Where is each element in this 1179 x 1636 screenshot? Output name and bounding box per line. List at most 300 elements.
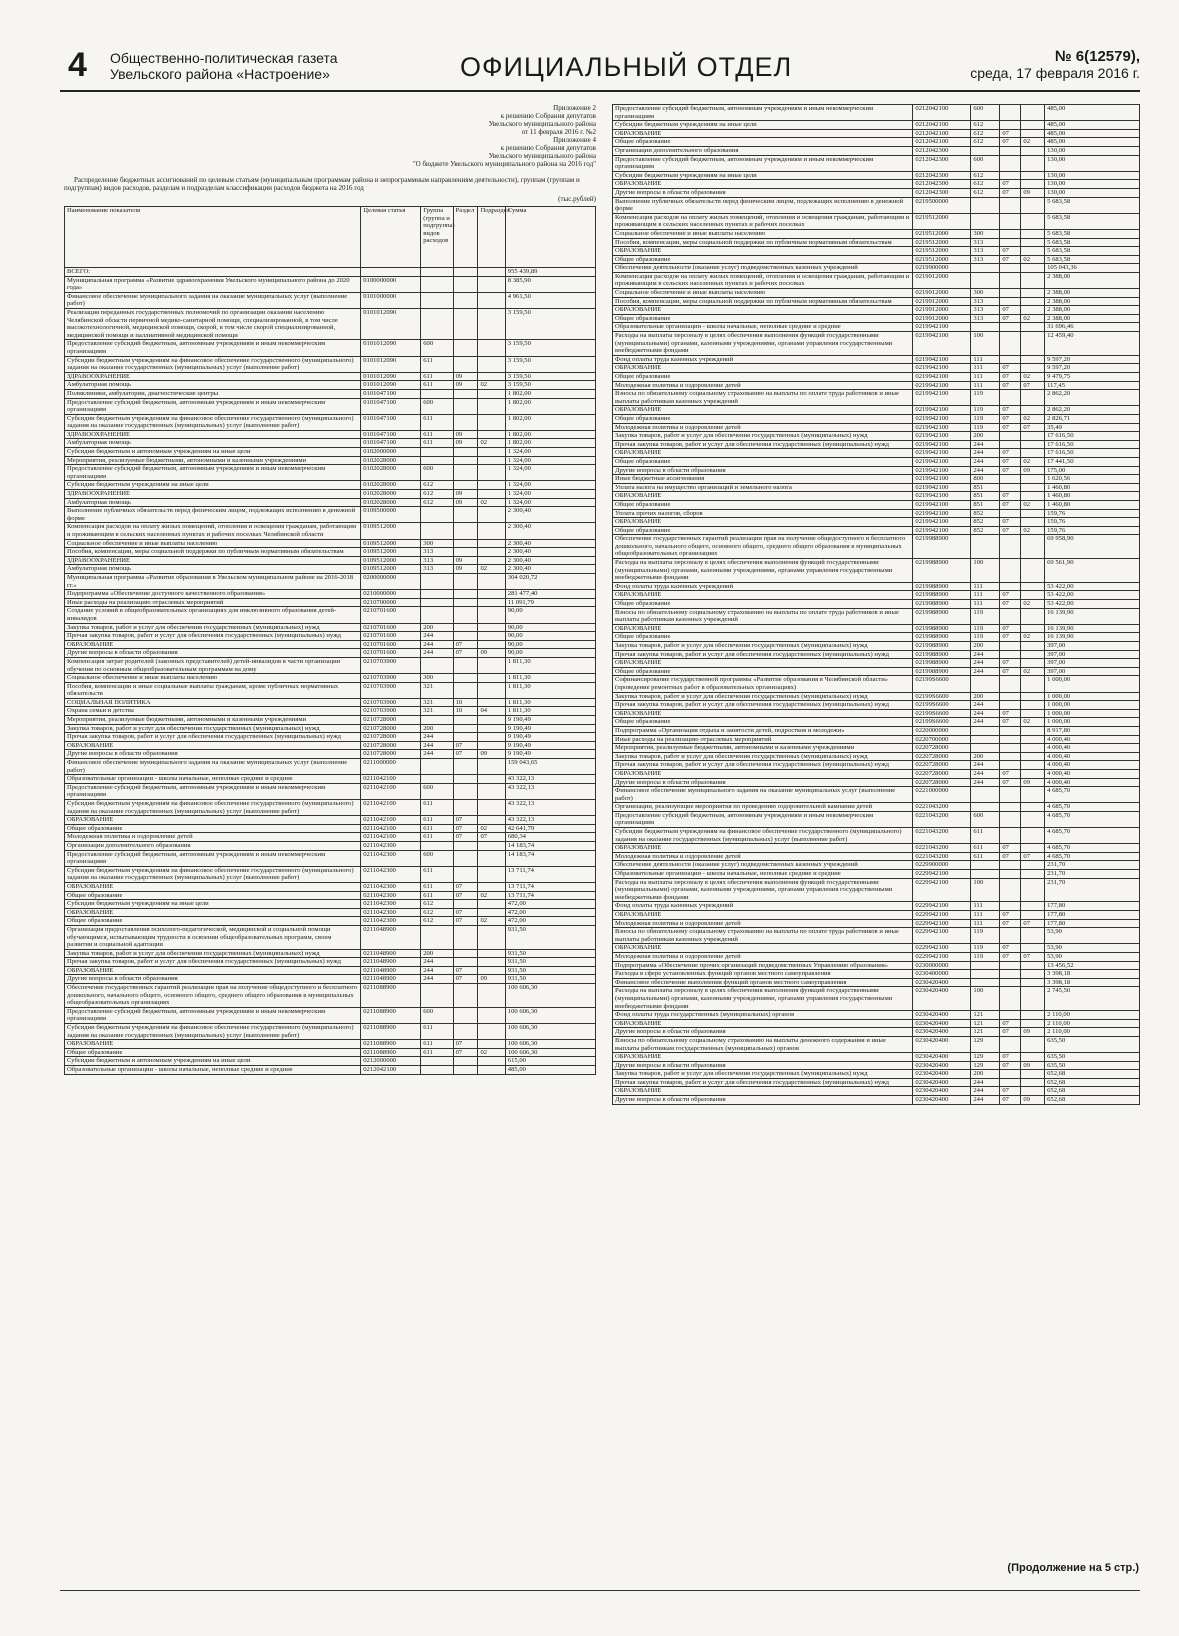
row-sum: 652,68 bbox=[1045, 1070, 1140, 1079]
row-expense-group bbox=[421, 841, 453, 850]
table-row bbox=[613, 961, 1140, 970]
row-expense-group: 111 bbox=[971, 911, 1000, 920]
row-expense-group bbox=[421, 308, 453, 339]
row-target-code: 0212042100 bbox=[361, 1066, 421, 1075]
row-expense-group: 111 bbox=[971, 373, 1000, 382]
row-sum: 1 620,56 bbox=[1045, 475, 1140, 484]
table-row bbox=[613, 709, 1140, 718]
row-subsection: 04 bbox=[478, 707, 505, 716]
row-subsection bbox=[1021, 944, 1045, 953]
row-section: 07 bbox=[1000, 591, 1021, 600]
issue-date: среда, 17 февраля 2016 г. bbox=[970, 65, 1140, 81]
row-subsection bbox=[478, 984, 505, 1008]
newspaper-name bbox=[110, 50, 338, 82]
row-subsection: 02 bbox=[1021, 457, 1045, 466]
row-section: 09 bbox=[453, 490, 478, 499]
row-section bbox=[453, 598, 478, 607]
table-row bbox=[613, 272, 1140, 288]
row-expense-group: 244 bbox=[421, 975, 453, 984]
row-subsection bbox=[1021, 787, 1045, 803]
col-header-target: Целевая статья bbox=[361, 207, 421, 268]
row-subsection: 02 bbox=[478, 565, 505, 574]
table-row bbox=[613, 466, 1140, 475]
row-sum: 2 388,00 bbox=[1045, 297, 1140, 306]
row-expense-group: 611 bbox=[971, 828, 1000, 844]
row-sum: 9 190,49 bbox=[505, 741, 595, 750]
row-name: Субсидии бюджетным и автономным учреждениям на иные цели bbox=[65, 448, 361, 457]
row-target-code: 0210703900 bbox=[361, 707, 421, 716]
table-row bbox=[613, 952, 1140, 961]
row-subsection: 02 bbox=[1021, 667, 1045, 676]
row-sum: 2 388,00 bbox=[1045, 314, 1140, 323]
row-section bbox=[453, 925, 478, 949]
row-name: Молодежная политика и оздоровление детей bbox=[613, 381, 913, 390]
row-sum: 2 388,00 bbox=[1045, 289, 1140, 298]
row-name: Охрана семьи и детства bbox=[65, 707, 361, 716]
row-expense-group bbox=[421, 775, 453, 784]
row-expense-group: 611 bbox=[421, 800, 453, 816]
row-sum: 105 043,36 bbox=[1045, 264, 1140, 273]
row-section: 07 bbox=[453, 824, 478, 833]
row-sum: 931,50 bbox=[505, 949, 595, 958]
row-subsection: 02 bbox=[478, 381, 505, 390]
row-expense-group bbox=[421, 984, 453, 1008]
footer-rule bbox=[60, 1590, 1140, 1591]
row-target-code: 0219500000 bbox=[913, 197, 971, 213]
row-expense-group: 600 bbox=[971, 811, 1000, 827]
row-section: 07 bbox=[1000, 306, 1021, 315]
row-subsection bbox=[1021, 213, 1045, 229]
row-section: 07 bbox=[1000, 1096, 1021, 1105]
row-section bbox=[453, 800, 478, 816]
row-expense-group: 851 bbox=[971, 492, 1000, 501]
row-sum: 9 190,49 bbox=[505, 716, 595, 725]
row-subsection bbox=[1021, 961, 1045, 970]
row-sum: 304 020,72 bbox=[505, 573, 595, 589]
row-subsection bbox=[478, 276, 505, 292]
row-sum: 1 802,00 bbox=[505, 414, 595, 430]
row-target-code: 0101012090 bbox=[361, 381, 421, 390]
row-expense-group: 300 bbox=[971, 289, 1000, 298]
row-sum: 53,90 bbox=[1045, 928, 1140, 944]
issue-info bbox=[970, 48, 1140, 82]
row-section bbox=[1000, 105, 1021, 121]
row-expense-group: 244 bbox=[971, 466, 1000, 475]
row-expense-group: 119 bbox=[971, 608, 1000, 624]
table-row bbox=[613, 390, 1140, 406]
row-section bbox=[1000, 928, 1021, 944]
row-section: 07 bbox=[1000, 180, 1021, 189]
row-name: Компенсация затрат родителей (законных представителей) детей-инвалидов в части организации обучения по основным общеобразовательным программам на дому bbox=[65, 657, 361, 673]
row-target-code: 0211000000 bbox=[361, 759, 421, 775]
row-name: Общее образование bbox=[613, 600, 913, 609]
row-section: 07 bbox=[453, 882, 478, 891]
row-sum: 43 322,13 bbox=[505, 800, 595, 816]
row-target-code: 0212042300 bbox=[913, 146, 971, 155]
row-sum: 177,80 bbox=[1045, 902, 1140, 911]
row-sum: 130,00 bbox=[1045, 146, 1140, 155]
row-expense-group: 244 bbox=[971, 449, 1000, 458]
row-expense-group: 244 bbox=[971, 1087, 1000, 1096]
table-row bbox=[613, 526, 1140, 535]
row-sum: 90,00 bbox=[505, 640, 595, 649]
row-expense-group: 119 bbox=[971, 952, 1000, 961]
row-expense-group: 611 bbox=[421, 824, 453, 833]
row-name: Фонд оплаты труда казенных учреждений bbox=[613, 582, 913, 591]
row-section bbox=[1000, 676, 1021, 692]
row-section bbox=[453, 539, 478, 548]
row-name: Уплата прочих налогов, сборов bbox=[613, 509, 913, 518]
row-target-code: 0211048900 bbox=[361, 966, 421, 975]
row-subsection bbox=[1021, 844, 1045, 853]
row-sum: 12 459,40 bbox=[1045, 332, 1140, 356]
row-target-code: 0211088900 bbox=[361, 1048, 421, 1057]
row-sum: 931,50 bbox=[505, 958, 595, 967]
row-target-code: 0219912000 bbox=[913, 306, 971, 315]
row-target-code: 0212042300 bbox=[913, 180, 971, 189]
row-name: Молодежная политика и оздоровление детей bbox=[613, 952, 913, 961]
row-expense-group: 244 bbox=[971, 701, 1000, 710]
row-subsection bbox=[478, 908, 505, 917]
table-row bbox=[613, 247, 1140, 256]
row-subsection bbox=[1021, 1019, 1045, 1028]
row-expense-group: 313 bbox=[971, 238, 1000, 247]
row-section bbox=[1000, 146, 1021, 155]
row-expense-group: 300 bbox=[971, 229, 1000, 238]
row-target-code: 0219942100 bbox=[913, 323, 971, 332]
table-row bbox=[613, 381, 1140, 390]
table-row bbox=[613, 718, 1140, 727]
page-number: 4 bbox=[68, 46, 87, 84]
row-sum: 90,00 bbox=[505, 649, 595, 658]
row-subsection bbox=[1021, 735, 1045, 744]
row-name: ОБРАЗОВАНИЕ bbox=[613, 709, 913, 718]
row-section bbox=[1000, 440, 1021, 449]
table-row bbox=[613, 535, 1140, 559]
table-row bbox=[65, 707, 596, 716]
row-target-code: 0211088900 bbox=[361, 1007, 421, 1023]
row-section bbox=[453, 682, 478, 698]
table-row bbox=[65, 465, 596, 481]
row-target-code: 0219942100 bbox=[913, 406, 971, 415]
row-subsection bbox=[478, 866, 505, 882]
row-subsection bbox=[478, 1066, 505, 1075]
row-sum: 100 606,30 bbox=[505, 1048, 595, 1057]
row-target-code: 0219988900 bbox=[913, 659, 971, 668]
row-name: Общее образование bbox=[613, 255, 913, 264]
table-row bbox=[65, 1007, 596, 1023]
row-expense-group bbox=[421, 456, 453, 465]
row-name: ОБРАЗОВАНИЕ bbox=[613, 1019, 913, 1028]
row-section bbox=[1000, 323, 1021, 332]
table-row bbox=[613, 811, 1140, 827]
table-row bbox=[65, 741, 596, 750]
row-name: Образовательные организации - школы начальные, неполные средние и средние bbox=[65, 1066, 361, 1075]
row-subsection bbox=[1021, 659, 1045, 668]
row-sum: 9 597,20 bbox=[1045, 364, 1140, 373]
row-section bbox=[1000, 582, 1021, 591]
row-expense-group: 611 bbox=[421, 372, 453, 381]
row-sum: 4 685,70 bbox=[1045, 852, 1140, 861]
row-expense-group bbox=[421, 1057, 453, 1066]
row-name: Создание условий в общеобразовательных организациях для инклюзивного образования детей-инвалидов bbox=[65, 607, 361, 623]
row-target-code: 0210703900 bbox=[361, 698, 421, 707]
row-section: 07 bbox=[1000, 500, 1021, 509]
row-name: Прочая закупка товаров, работ и услуг для обеспечения государственных (муниципальных) нужд bbox=[65, 632, 361, 641]
row-expense-group bbox=[421, 759, 453, 775]
row-section: 07 bbox=[453, 908, 478, 917]
row-name: Обеспечение государственных гарантий реализации прав на получение общедоступного и бесплатного дошкольного, начального общего, основного общего, среднего общего образования в муниципальных общеобразовательных организациях bbox=[613, 535, 913, 559]
row-sum: 397,00 bbox=[1045, 667, 1140, 676]
row-subsection bbox=[478, 698, 505, 707]
row-subsection bbox=[478, 590, 505, 599]
row-sum: 4 000,40 bbox=[1045, 769, 1140, 778]
row-sum: 231,70 bbox=[1045, 870, 1140, 879]
row-expense-group: 244 bbox=[971, 650, 1000, 659]
row-sum: 159,76 bbox=[1045, 518, 1140, 527]
row-sum: 3 159,50 bbox=[505, 381, 595, 390]
row-section bbox=[453, 657, 478, 673]
row-section: 07 bbox=[453, 975, 478, 984]
table-row bbox=[65, 556, 596, 565]
row-expense-group: 313 bbox=[971, 306, 1000, 315]
row-subsection: 02 bbox=[478, 1048, 505, 1057]
row-sum: 13 456,52 bbox=[1045, 961, 1140, 970]
issue-number: № 6(12579), bbox=[1054, 48, 1140, 65]
row-target-code: 0219512000 bbox=[913, 213, 971, 229]
table-row bbox=[65, 750, 596, 759]
row-target-code: 0229942100 bbox=[913, 919, 971, 928]
row-expense-group: 611 bbox=[421, 833, 453, 842]
row-name: Общее образование bbox=[65, 891, 361, 900]
row-name: Закупка товаров, работ и услуг для обеспечения государственных (муниципальных) нужд bbox=[613, 1070, 913, 1079]
row-sum: 2 862,20 bbox=[1045, 390, 1140, 406]
table-row bbox=[65, 623, 596, 632]
section-title: ОФИЦИАЛЬНЫЙ ОТДЕЛ bbox=[460, 52, 793, 82]
table-row bbox=[613, 509, 1140, 518]
table-row bbox=[65, 816, 596, 825]
table-row bbox=[65, 1048, 596, 1057]
row-sum: 5 683,58 bbox=[1045, 213, 1140, 229]
row-expense-group: 851 bbox=[971, 483, 1000, 492]
row-section bbox=[453, 276, 478, 292]
row-name: Прочая закупка товаров, работ и услуг для обеспечения государственных (муниципальных) нужд bbox=[613, 440, 913, 449]
row-expense-group: 612 bbox=[421, 498, 453, 507]
row-section: 07 bbox=[1000, 852, 1021, 861]
row-expense-group: 244 bbox=[971, 667, 1000, 676]
row-section bbox=[1000, 878, 1021, 902]
row-sum: 90,00 bbox=[505, 632, 595, 641]
row-subsection bbox=[478, 900, 505, 909]
row-sum: 472,00 bbox=[505, 908, 595, 917]
row-subsection bbox=[1021, 744, 1045, 753]
table-row bbox=[613, 902, 1140, 911]
table-row bbox=[65, 414, 596, 430]
row-target-code: 0109500000 bbox=[361, 507, 421, 523]
row-section: 09 bbox=[453, 430, 478, 439]
row-name: Субсидии бюджетным учреждениям на иные цели bbox=[613, 171, 913, 180]
row-name: ОБРАЗОВАНИЕ bbox=[65, 640, 361, 649]
row-subsection bbox=[478, 958, 505, 967]
row-sum: 53,90 bbox=[1045, 952, 1140, 961]
row-sum: 1 460,80 bbox=[1045, 483, 1140, 492]
row-section: 07 bbox=[1000, 1087, 1021, 1096]
table-intro: Распределение бюджетных ассигнований по целевым статьям (муниципальным программам района и непрограммным направлениям деятельности), группам (группам и подгруппам) видов расходов, разделам и подразделам классификации расходов бюджета на 2016 год bbox=[64, 176, 580, 193]
row-target-code: 02199S6600 bbox=[913, 676, 971, 692]
table-row bbox=[613, 944, 1140, 953]
row-target-code: 0211042300 bbox=[361, 841, 421, 850]
table-row bbox=[613, 861, 1140, 870]
row-expense-group: 100 bbox=[971, 987, 1000, 1011]
row-target-code: 0109512000 bbox=[361, 539, 421, 548]
row-target-code: 0101047100 bbox=[361, 398, 421, 414]
row-section: 09 bbox=[453, 556, 478, 565]
row-name: Подпрограмма «Обеспечение доступного качественного образования» bbox=[65, 590, 361, 599]
table-row bbox=[613, 1061, 1140, 1070]
row-target-code: 0109512000 bbox=[361, 565, 421, 574]
row-section: 07 bbox=[1000, 457, 1021, 466]
table-row bbox=[65, 590, 596, 599]
row-subsection: 09 bbox=[1021, 1096, 1045, 1105]
row-name: ОБРАЗОВАНИЕ bbox=[613, 406, 913, 415]
row-expense-group bbox=[421, 389, 453, 398]
row-target-code: 0220000000 bbox=[913, 726, 971, 735]
table-row bbox=[65, 759, 596, 775]
row-subsection: 09 bbox=[1021, 778, 1045, 787]
table-row bbox=[65, 966, 596, 975]
row-subsection bbox=[1021, 642, 1045, 651]
right-column bbox=[612, 104, 1140, 1105]
row-section: 07 bbox=[1000, 406, 1021, 415]
row-section bbox=[453, 1007, 478, 1023]
row-subsection bbox=[1021, 332, 1045, 356]
row-target-code: 0210000000 bbox=[361, 590, 421, 599]
row-name: ОБРАЗОВАНИЕ bbox=[613, 844, 913, 853]
row-section: 07 bbox=[1000, 255, 1021, 264]
row-section: 07 bbox=[1000, 381, 1021, 390]
row-expense-group bbox=[421, 292, 453, 308]
table-row bbox=[613, 1036, 1140, 1052]
row-section bbox=[1000, 811, 1021, 827]
row-sum: 9 190,49 bbox=[505, 750, 595, 759]
row-subsection: 02 bbox=[1021, 633, 1045, 642]
table-row bbox=[613, 197, 1140, 213]
row-expense-group: 100 bbox=[971, 559, 1000, 583]
row-expense-group: 200 bbox=[971, 642, 1000, 651]
table-row bbox=[613, 828, 1140, 844]
row-section bbox=[453, 1024, 478, 1040]
row-subsection bbox=[1021, 608, 1045, 624]
row-sum: 1 811,30 bbox=[505, 682, 595, 698]
row-section bbox=[1000, 961, 1021, 970]
row-sum: 615,00 bbox=[505, 1057, 595, 1066]
table-row bbox=[65, 975, 596, 984]
row-subsection: 02 bbox=[478, 917, 505, 926]
row-target-code: 0212042300 bbox=[913, 155, 971, 171]
row-sum: 1 802,00 bbox=[505, 430, 595, 439]
row-subsection: 09 bbox=[1021, 188, 1045, 197]
row-subsection bbox=[1021, 509, 1045, 518]
table-row bbox=[65, 632, 596, 641]
row-sum: 931,50 bbox=[505, 975, 595, 984]
row-subsection bbox=[1021, 323, 1045, 332]
row-target-code: 0109512000 bbox=[361, 556, 421, 565]
row-expense-group bbox=[971, 870, 1000, 879]
row-target-code: 0219512000 bbox=[913, 255, 971, 264]
row-name: ОБРАЗОВАНИЕ bbox=[613, 364, 913, 373]
table-row bbox=[613, 518, 1140, 527]
row-target-code: 0210728000 bbox=[361, 733, 421, 742]
row-name: Мероприятия, реализуемые бюджетными, автономными и казенными учреждениями bbox=[613, 744, 913, 753]
row-section bbox=[453, 783, 478, 799]
row-section bbox=[453, 716, 478, 725]
row-sum: 2 110,00 bbox=[1045, 1011, 1140, 1020]
row-subsection bbox=[1021, 306, 1045, 315]
row-section bbox=[453, 573, 478, 589]
row-sum: 177,80 bbox=[1045, 919, 1140, 928]
row-section: 09 bbox=[453, 381, 478, 390]
row-name: Другие вопросы в области образования bbox=[65, 750, 361, 759]
row-section bbox=[453, 607, 478, 623]
unit-label: (тыс.рублей) bbox=[558, 195, 596, 204]
row-name: ОБРАЗОВАНИЕ bbox=[613, 659, 913, 668]
row-target-code: 0230420400 bbox=[913, 1011, 971, 1020]
row-sum: 2 826,71 bbox=[1045, 414, 1140, 423]
row-target-code: 0102028000 bbox=[361, 498, 421, 507]
row-target-code: 0230420400 bbox=[913, 1028, 971, 1037]
row-target-code: 0221000000 bbox=[913, 787, 971, 803]
table-row bbox=[613, 778, 1140, 787]
row-sum: 485,00 bbox=[1045, 105, 1140, 121]
row-subsection bbox=[1021, 1087, 1045, 1096]
row-target-code: 0230420400 bbox=[913, 1053, 971, 1062]
row-section: 07 bbox=[1000, 423, 1021, 432]
row-target-code: 0101047100 bbox=[361, 430, 421, 439]
row-name: Общее образование bbox=[613, 667, 913, 676]
row-expense-group: 111 bbox=[971, 600, 1000, 609]
row-subsection bbox=[478, 949, 505, 958]
row-section bbox=[1000, 483, 1021, 492]
row-name: Амбулаторная помощь bbox=[65, 498, 361, 507]
row-subsection bbox=[1021, 701, 1045, 710]
row-subsection bbox=[1021, 1053, 1045, 1062]
table-row bbox=[613, 289, 1140, 298]
row-expense-group: 852 bbox=[971, 526, 1000, 535]
table-row bbox=[65, 724, 596, 733]
row-name: Молодежная политика и оздоровление детей bbox=[613, 423, 913, 432]
row-name: Субсидии бюджетным учреждениям на финансовое обеспечение государственного (муниципального) задания на оказание государственных (муниципальных) услуг (выполнение работ) bbox=[65, 866, 361, 882]
row-target-code: 0210701600 bbox=[361, 632, 421, 641]
table-row bbox=[613, 559, 1140, 583]
table-row bbox=[65, 389, 596, 398]
row-section: 07 bbox=[1000, 944, 1021, 953]
row-expense-group: 244 bbox=[421, 750, 453, 759]
row-subsection bbox=[1021, 272, 1045, 288]
row-subsection: 02 bbox=[478, 439, 505, 448]
row-expense-group: 611 bbox=[421, 439, 453, 448]
row-section bbox=[453, 632, 478, 641]
table-row bbox=[65, 674, 596, 683]
table-row bbox=[613, 213, 1140, 229]
row-target-code: 0219942100 bbox=[913, 475, 971, 484]
row-section: 07 bbox=[1000, 633, 1021, 642]
row-name: Социальное обеспечение и иные выплаты населению bbox=[65, 539, 361, 548]
row-expense-group bbox=[971, 744, 1000, 753]
row-expense-group: 612 bbox=[971, 171, 1000, 180]
row-target-code: 0229942100 bbox=[913, 878, 971, 902]
row-subsection bbox=[1021, 769, 1045, 778]
row-target-code: 02199S6600 bbox=[913, 701, 971, 710]
